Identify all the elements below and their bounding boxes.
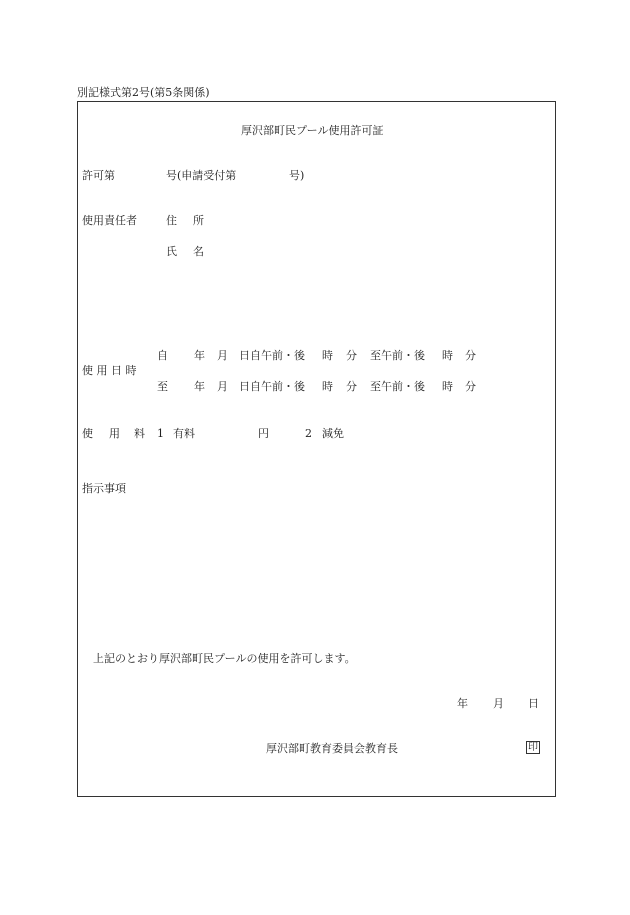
from-minute-2: 分 [465,349,476,362]
permit-no-label: 許可第 [82,169,115,182]
fee-option-1-number: 1 [157,427,164,440]
fee-label-3: 料 [134,427,145,440]
issue-date-month: 月 [493,697,504,710]
form-reference: 別記様式第2号(第5条関係) [77,86,210,99]
from-mark: 自 [157,349,168,362]
to-mark: 至 [157,380,168,393]
instructions-label: 指示事項 [82,482,126,495]
from-hour-1: 時 [322,349,333,362]
to-minute-1: 分 [346,380,357,393]
to-hour-2: 時 [442,380,453,393]
issue-date-year: 年 [457,697,468,710]
fee-label-2: 用 [109,427,120,440]
name-label-1: 氏 [166,245,177,258]
datetime-label: 使 用 日 時 [82,364,137,377]
from-minute-1: 分 [346,349,357,362]
permit-form-frame [77,101,556,797]
from-hour-2: 時 [442,349,453,362]
issue-date-day: 日 [528,697,539,710]
from-year: 年 [194,349,205,362]
to-day-start: 日自午前・後 [239,380,305,393]
signer-title: 厚沢部町教育委員会教育長 [266,742,398,755]
fee-label-1: 使 [82,427,93,440]
to-end: 至午前・後 [370,380,425,393]
form-title: 厚沢部町民プール使用許可証 [241,124,384,137]
from-month: 月 [217,349,228,362]
fee-yen-unit: 円 [258,427,269,440]
receipt-no-close: 号) [289,169,305,182]
from-end: 至午前・後 [370,349,425,362]
to-minute-2: 分 [465,380,476,393]
name-label-2: 名 [193,245,204,258]
to-month: 月 [217,380,228,393]
address-label-1: 住 [166,214,177,227]
fee-option-1-label: 有料 [173,427,195,440]
to-hour-1: 時 [322,380,333,393]
fee-option-2-number: 2 [305,427,312,440]
address-label-2: 所 [193,214,204,227]
from-day-start: 日自午前・後 [239,349,305,362]
responsible-label: 使用責任者 [82,214,137,227]
fee-option-2-label: 減免 [322,427,344,440]
permit-no-suffix: 号(申請受付第 [166,169,237,182]
to-year: 年 [194,380,205,393]
permission-statement: 上記のとおり厚沢部町民プールの使用を許可します。 [93,652,356,665]
seal-mark: 印 [528,742,538,753]
